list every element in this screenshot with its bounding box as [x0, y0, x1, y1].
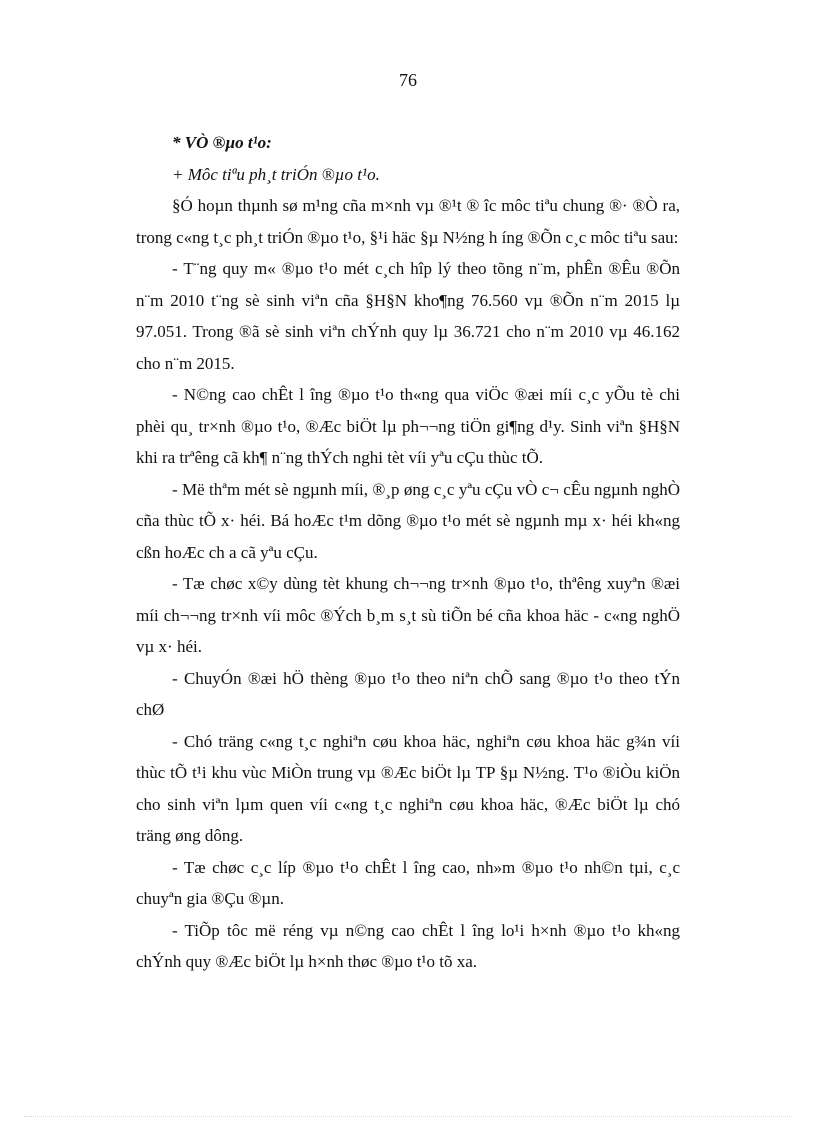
section-subheading: + Môc tiªu ph¸t triÓn ®µo t¹o.: [172, 164, 380, 184]
paragraph-intro: §Ó hoµn thµnh sø m¹ng cña m×nh vµ ®¹t ® îc môc tiªu chung ®· ®Ò ra, trong c«ng t¸c ph¸t triÓn ®µo t¹o, §¹i häc §µ N½ng h íng ®Õn c¸c môc tiªu sau:: [136, 196, 680, 247]
section-heading: * VÒ ®µo t¹o:: [172, 133, 272, 152]
paragraph-item: - N©ng cao chÊt l îng ®µo t¹o th«ng qua viÖc ®æi míi c¸c yÕu tè chi phèi qu¸ tr×nh ®µo t¹o, ®Æc biÖt lµ ph¬¬ng tiÖn gi¶ng d¹y. Sinh viªn §H§N khi ra trªêng cã kh¶ n¨ng thÝch nghi tèt víi yªu cÇu thùc tÕ.: [136, 385, 680, 467]
page-bottom-divider: [24, 1116, 792, 1117]
document-body: [136, 127, 680, 978]
paragraph-item: - Më thªm mét sè ngµnh míi, ®¸p øng c¸c yªu cÇu vÒ c¬ cÊu ngµnh nghÒ cña thùc tÕ x· héi. Bá hoÆc t¹m dõng ®µo t¹o mét sè ngµnh mµ x· héi kh«ng cßn hoÆc ch a cã yªu cÇu.: [136, 479, 680, 562]
page-number: 76: [399, 70, 417, 90]
paragraph-item: - T¨ng quy m« ®µo t¹o mét c¸ch hîp lý theo tõng n¨m, phÊn ®Êu ®Õn n¨m 2010 t¨ng sè sinh viªn cña §H§N kho¶ng 76.560 vµ ®Õn n¨m 2015 lµ 97.051. Trong ®ã sè sinh viªn chÝnh quy lµ 36.721 cho n¨m 2010 vµ 46.162 cho n¨m 2015.: [136, 259, 680, 373]
paragraph-item: - Chó träng c«ng t¸c nghiªn cøu khoa häc, nghiªn cøu khoa häc g¾n víi thùc tÕ t¹i khu vùc MiÒn trung vµ ®Æc biÖt lµ TP §µ N½ng. T¹o ®iÒu kiÖn cho sinh viªn lµm quen víi c«ng t¸c nghiªn cøu khoa häc, ®Æc biÖt lµ chó träng øng dông.: [136, 731, 680, 845]
paragraph-item: - ChuyÓn ®æi hÖ thèng ®µo t¹o theo niªn chÕ sang ®µo t¹o theo tÝn chØ: [136, 668, 680, 719]
paragraph-item: - Tæ chøc x©y dùng tèt khung ch¬¬ng tr×nh ®µo t¹o, thªêng xuyªn ®æi míi ch¬¬ng tr×nh víi môc ®Ých b¸m s¸t sù tiÕn bé cña khoa häc - c«ng nghÖ vµ x· héi.: [136, 574, 680, 656]
paragraph-item: - Tæ chøc c¸c líp ®µo t¹o chÊt l îng cao, nh»m ®µo t¹o nh©n tµi, c¸c chuyªn gia ®Çu ®µn.: [136, 857, 680, 908]
paragraph-item: - TiÕp tôc më réng vµ n©ng cao chÊt l îng lo¹i h×nh ®µo t¹o kh«ng chÝnh quy ®Æc biÖt lµ h×nh thøc ®µo t¹o tõ xa.: [136, 920, 680, 971]
